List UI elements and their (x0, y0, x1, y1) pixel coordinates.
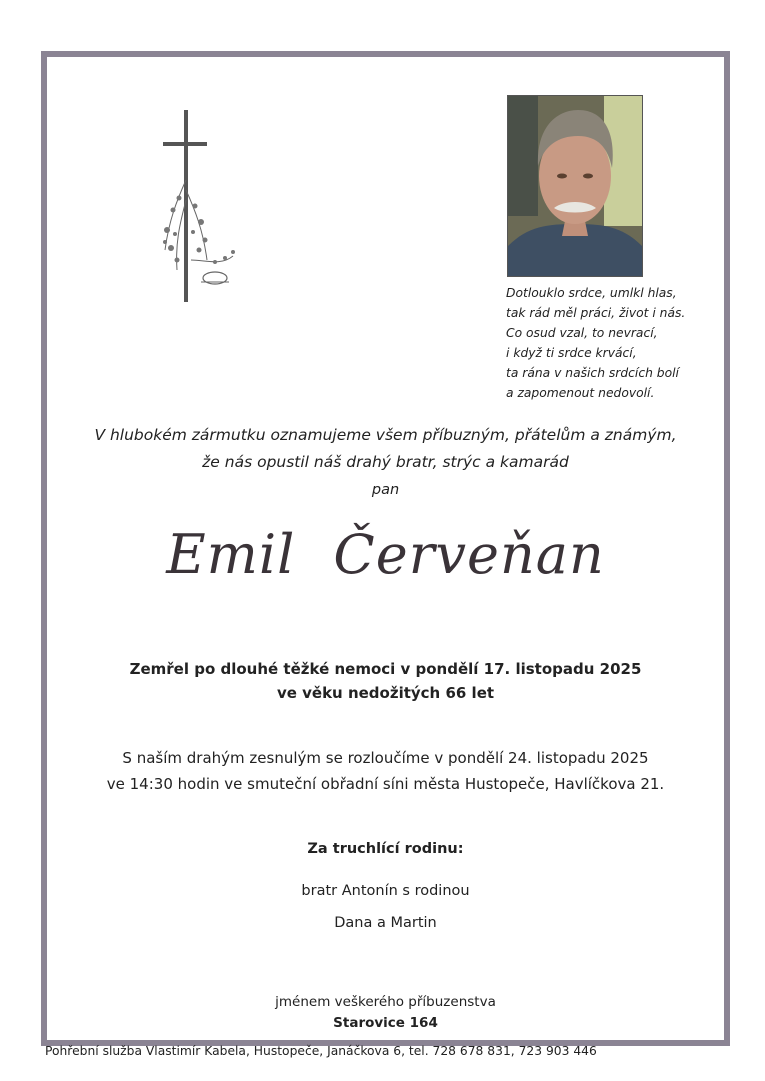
intro-line: že nás opustil náš drahý bratr, strýc a kamarád (202, 453, 569, 471)
poem-line: i když ti srdce krvácí, (506, 346, 637, 360)
cross-with-flowers-icon (155, 110, 239, 306)
funeral-info (47, 745, 724, 797)
poem-line: Co osud vzal, to nevrací, (506, 326, 658, 340)
death-notice (47, 657, 724, 705)
honorific: pan (371, 482, 400, 498)
family-list (47, 875, 724, 939)
funeral-service-footer: Pohřební služba Vlastimír Kabela, Hustopeče, Janáčkova 6, tel. 728 678 831, 723 903 446 (45, 1044, 597, 1058)
poem-line: a zapomenout nedovolí. (506, 386, 655, 400)
death-line: Zemřel po dlouhé těžké nemoci v pondělí 17. listopadu 2025 (129, 660, 642, 678)
family-member: Dana a Martin (334, 915, 437, 931)
funeral-line: ve 14:30 hodin ve smuteční obřadní síni města Hustopeče, Havlíčkova 21. (106, 775, 665, 793)
portrait-photo (507, 95, 643, 277)
deceased-name (47, 523, 724, 586)
signature (47, 992, 724, 1034)
age-line: ve věku nedožitých 66 let (276, 684, 495, 702)
signature-place: Starovice 164 (333, 1015, 438, 1031)
funeral-line: S naším drahým zesnulým se rozloučíme v pondělí 24. listopadu 2025 (122, 749, 649, 767)
poem-line: tak rád měl práci, život i nás. (506, 306, 686, 320)
first-name: Emil (166, 523, 296, 586)
poem (506, 283, 721, 403)
poem-line: ta rána v našich srdcích bolí (506, 366, 679, 380)
intro-line: V hlubokém zármutku oznamujeme všem příbuzným, přátelům a známým, (94, 426, 677, 444)
family-heading: Za truchlící rodinu: (307, 841, 464, 857)
intro-text (47, 422, 724, 476)
family-member: bratr Antonín s rodinou (301, 883, 470, 899)
signature-line: jménem veškerého příbuzenstva (275, 994, 496, 1010)
last-name: Červeňan (333, 523, 605, 586)
notice-frame (41, 51, 730, 1046)
poem-line: Dotlouklo srdce, umlkl hlas, (506, 286, 677, 300)
